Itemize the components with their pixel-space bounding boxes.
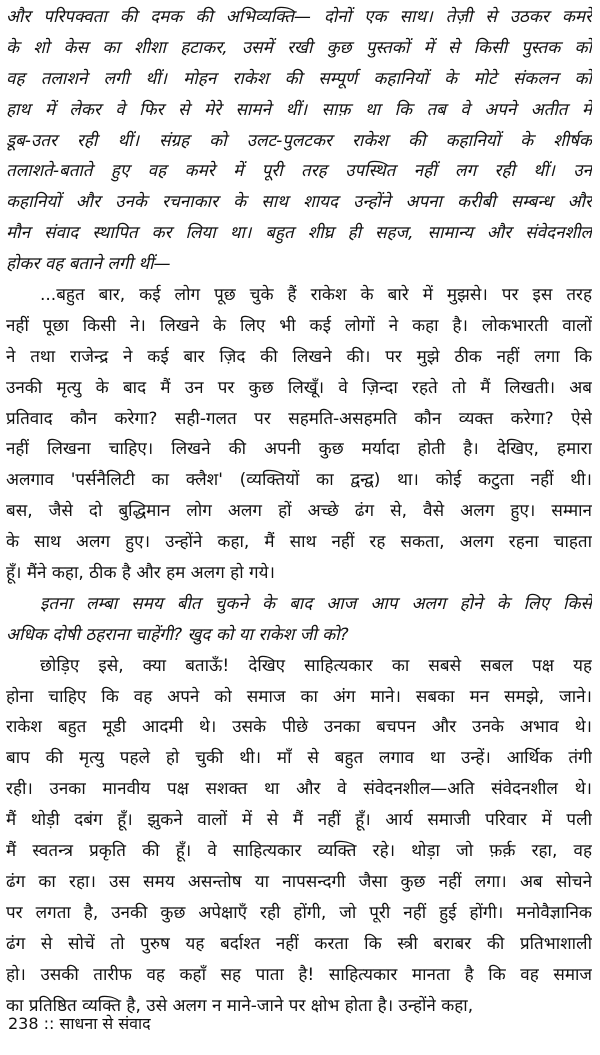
text-line: छोड़िए इसे, क्या बताऊँ! देखिए साहित्यकार का सबसे सबल पक्ष यह xyxy=(40,655,592,676)
text-line: हो। उसकी तारीफ वह कहाँ सह पाता है! साहित्यकार मानता है कि वह समाज xyxy=(6,964,592,985)
text-line: का प्रतिष्ठित व्यक्ति है, उसे अलग न माने-जाने पर क्षोभ होता है। उन्होंने कहा, xyxy=(6,995,474,1016)
text-line: ढंग का रहा। उस समय असन्तोष या नापसन्दगी जैसा कुछ नहीं लगा। अब सोचने xyxy=(6,871,592,892)
text-line: होना चाहिए कि वह अपने को समाज का अंग माने। सबका मन समझे, जाने। xyxy=(6,686,592,707)
text-line: डूब-उतर रही थीं। संग्रह को उलट-पुलटकर राकेश की कहानियों के शीर्षक xyxy=(6,130,592,151)
text-line: नहीं पूछा किसी ने। लिखने के लिए भी कई लोगों ने कहा है। लोकभारती वालों xyxy=(6,315,592,336)
text-line: तलाशते-बताते हुए वह कमरे में पूरी तरह उपस्थित नहीं लग रही थीं। उन xyxy=(6,161,592,182)
text-line: बाप की मृत्यु पहले हो चुकी थी। माँ से बहुत लगाव था उन्हें। आर्थिक तंगी xyxy=(6,748,592,769)
text-line: मौन संवाद स्थापित कर लिया था। बहुत शीघ्र ही सहज, सामान्य और संवेदनशील xyxy=(6,223,592,244)
text-line: राकेश बहुत मूडी आदमी थे। उसके पीछे उनका बचपन और उनके अभाव थे। xyxy=(6,717,592,738)
text-line: हाथ में लेकर वे फिर से मेरे सामने थीं। साफ़ था कि तब वे अपने अतीत में xyxy=(6,99,592,120)
paragraph xyxy=(6,589,592,651)
text-line: वह तलाशने लगी थीं। मोहन राकेश की सम्पूर्ण कहानियों के मोटे संकलन को xyxy=(6,68,592,89)
page-number: 238 xyxy=(8,1014,39,1033)
text-line: इतना लम्बा समय बीत चुकने के बाद आज आप अलग होने के लिए किसे xyxy=(40,593,592,614)
text-line: बस, जैसे दो बुद्धिमान लोग अलग हों अच्छे ढंग से, वैसे अलग हुए। सम्मान xyxy=(6,501,592,522)
text-line: उनकी मृत्यु के बाद मैं उन पर कुछ लिखूँ। वे ज़िन्दा रहते तो मैं लिखती। अब xyxy=(6,377,592,398)
text-line: हूँ। मैंने कहा, ठीक है और हम अलग हो गये। xyxy=(6,563,275,584)
text-line: के साथ अलग हुए। उन्होंने कहा, मैं साथ नहीं रह सकता, अलग रहना चाहता xyxy=(6,532,592,553)
paragraph xyxy=(6,2,592,280)
text-line: पर लगता है, उनकी कुछ अपेक्षाएँ रही होंगी, जो पूरी नहीं हुई होंगी। मनोवैज्ञानिक xyxy=(6,902,592,923)
paragraph xyxy=(6,651,592,1022)
text-line: कहानियों और उनके रचनाकार के साथ शायद उन्होंने अपना करीबी सम्बन्ध और xyxy=(6,192,592,213)
text-line: नहीं लिखना चाहिए। लिखने की अपनी कुछ मर्यादा होती है। देखिए, हमारा xyxy=(6,439,592,460)
page-body xyxy=(6,2,592,1021)
text-line: प्रतिवाद कौन करेगा? सही-गलत पर सहमति-असहमति कौन व्यक्त करेगा? ऐसे xyxy=(6,408,592,429)
text-line: अलगाव 'पर्सनैलिटी का क्लैश' (व्यक्तियों का द्वन्द्व) था। कोई कटुता नहीं थी। xyxy=(6,470,592,491)
book-title: साधना से संवाद xyxy=(59,1014,151,1033)
text-line: ने तथा राजेन्द्र ने कई बार ज़िद की लिखने की। पर मुझे ठीक नहीं लगा कि xyxy=(6,346,592,367)
text-line: और परिपक्वता की दमक की अभिव्यक्ति— दोनों एक साथ। तेज़ी से उठकर कमरे xyxy=(6,7,592,27)
text-line: होकर वह बताने लगी थीं— xyxy=(6,254,171,275)
text-line: के शो केस का शीशा हटाकर, उसमें रखी कुछ पुस्तकों में से किसी पुस्तक को xyxy=(6,37,592,58)
text-line: ढंग से सोचें तो पुरुष यह बर्दाश्त नहीं करता कि स्त्री बराबर की प्रतिभाशाली xyxy=(6,933,592,954)
page-footer xyxy=(8,1012,508,1034)
paragraph xyxy=(6,280,592,589)
footer-separator: :: xyxy=(43,1014,55,1033)
text-line: रही। उनका मानवीय पक्ष सशक्त था और वे संवेदनशील—अति संवेदनशील थे। xyxy=(6,779,592,800)
text-line: मैं थोड़ी दबंग हूँ। झुकने वालों में से मैं नहीं हूँ। आर्य समाजी परिवार में पली xyxy=(6,810,592,831)
text-line: ...बहुत बार, कई लोग पूछ चुके हैं राकेश के बारे में मुझसे। पर इस तरह xyxy=(40,285,592,306)
text-line: अधिक दोषी ठहराना चाहेंगी? खुद को या राकेश जी को? xyxy=(6,624,349,645)
text-line: मैं स्वतन्त्र प्रकृति की हूँ। वे साहित्यकार व्यक्ति रहे। थोड़ा जो फ़र्क़ रहा, वह xyxy=(6,841,592,862)
